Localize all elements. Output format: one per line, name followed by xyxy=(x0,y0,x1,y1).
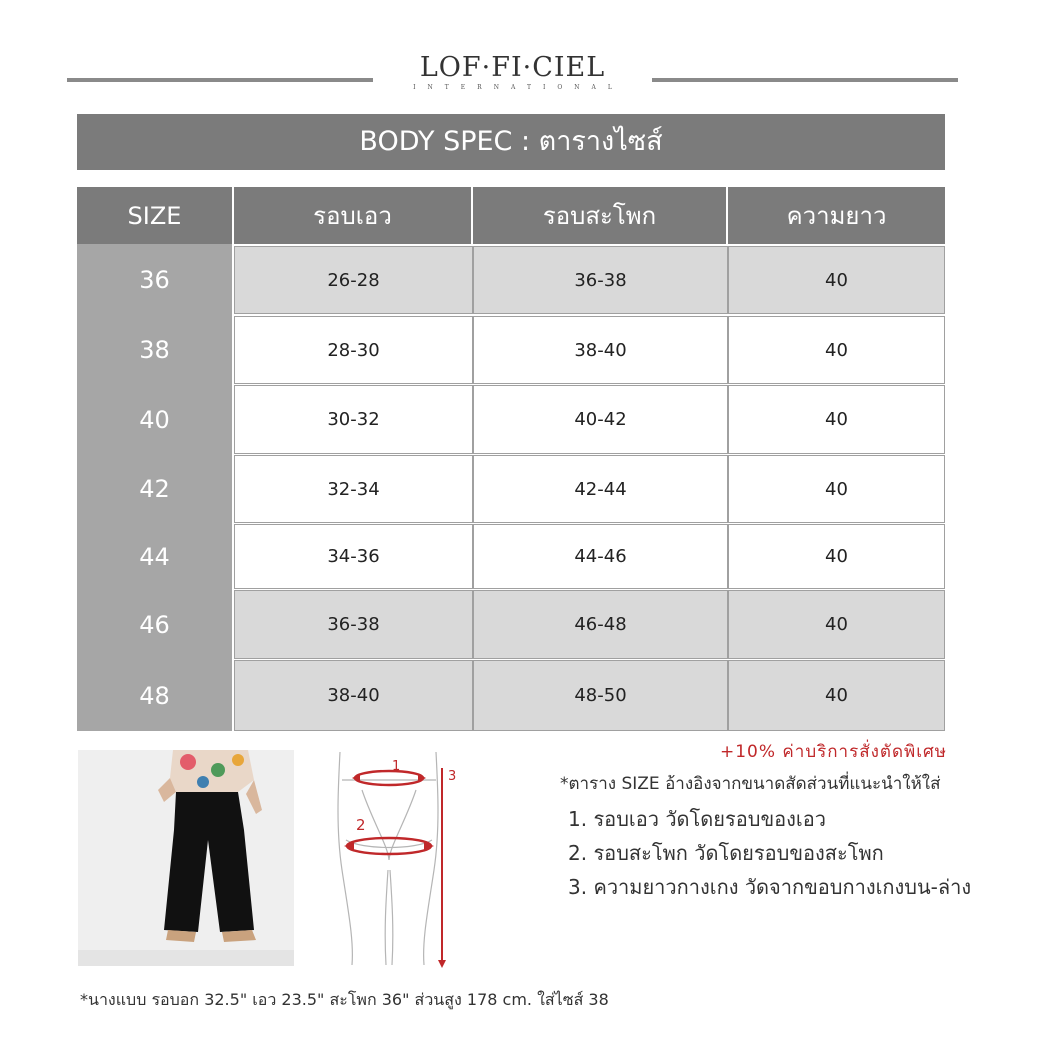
table-cell-hip: 40-42 xyxy=(473,385,728,454)
table-cell-waist: 30-32 xyxy=(234,385,473,454)
size-cell: 38 xyxy=(139,336,170,364)
table-cell-hip: 42-44 xyxy=(473,455,728,523)
table-cell-waist: 34-36 xyxy=(234,524,473,589)
size-cell: 42 xyxy=(139,475,170,503)
header-length: ความยาว xyxy=(728,187,945,244)
size-cell: 44 xyxy=(139,542,170,571)
size-cell: 40 xyxy=(139,405,170,434)
size-cell: 46 xyxy=(139,610,170,639)
table-cell-length: 40 xyxy=(728,455,945,523)
size-table xyxy=(77,187,945,731)
note-length: 3. ความยาวกางเกง วัดจากขอบกางเกงบน-ล่าง xyxy=(568,875,972,899)
header-hip: รอบสะโพก xyxy=(473,187,726,244)
table-cell-length: 40 xyxy=(728,524,945,589)
diagram-label-length: 3 xyxy=(448,769,457,784)
header-size: SIZE xyxy=(77,187,232,244)
header-waist: รอบเอว xyxy=(234,187,471,244)
size-cell: 36 xyxy=(139,266,170,294)
measurement-diagram xyxy=(332,750,464,972)
size-cell: 48 xyxy=(139,681,170,710)
diagram-label-waist: 1 xyxy=(392,759,401,774)
model-info-note: *นางแบบ รอบอก 32.5" เอว 23.5" สะโพก 36" ส่วนสูง 178 cm. ใส่ไซส์ 38 xyxy=(80,990,609,1009)
brand-logo xyxy=(373,52,652,91)
table-cell-waist: 26-28 xyxy=(234,246,473,314)
table-cell-length: 40 xyxy=(728,316,945,384)
table-cell-length: 40 xyxy=(728,660,945,731)
table-cell-length: 40 xyxy=(728,590,945,659)
table-cell-waist: 36-38 xyxy=(234,590,473,659)
table-cell-hip: 44-46 xyxy=(473,524,728,589)
custom-order-surcharge: +10% ค่าบริการสั่งตัดพิเศษ xyxy=(719,742,947,762)
model-photo xyxy=(78,750,294,966)
diagram-label-hip: 2 xyxy=(356,816,366,834)
table-cell-hip: 38-40 xyxy=(473,316,728,384)
table-cell-length: 40 xyxy=(728,246,945,314)
page-title: BODY SPEC : ตารางไซส์ xyxy=(77,114,945,170)
size-reference-note: *ตาราง SIZE อ้างอิงจากขนาดสัดส่วนที่แนะนำให้ใส่ xyxy=(560,774,941,794)
table-cell-waist: 28-30 xyxy=(234,316,473,384)
table-cell-hip: 36-38 xyxy=(473,246,728,314)
table-cell-hip: 46-48 xyxy=(473,590,728,659)
table-cell-hip: 48-50 xyxy=(473,660,728,731)
note-waist: 1. รอบเอว วัดโดยรอบของเอว xyxy=(568,807,826,831)
brand-name: LOF·FI·CIEL xyxy=(419,52,606,83)
table-cell-waist: 32-34 xyxy=(234,455,473,523)
note-hip: 2. รอบสะโพก วัดโดยรอบของสะโพก xyxy=(568,841,884,865)
table-cell-waist: 38-40 xyxy=(234,660,473,731)
table-cell-length: 40 xyxy=(728,385,945,454)
header-rule-left xyxy=(67,78,373,82)
brand-subtitle: INTERNATIONAL xyxy=(413,84,624,91)
header-rule-right xyxy=(652,78,958,82)
